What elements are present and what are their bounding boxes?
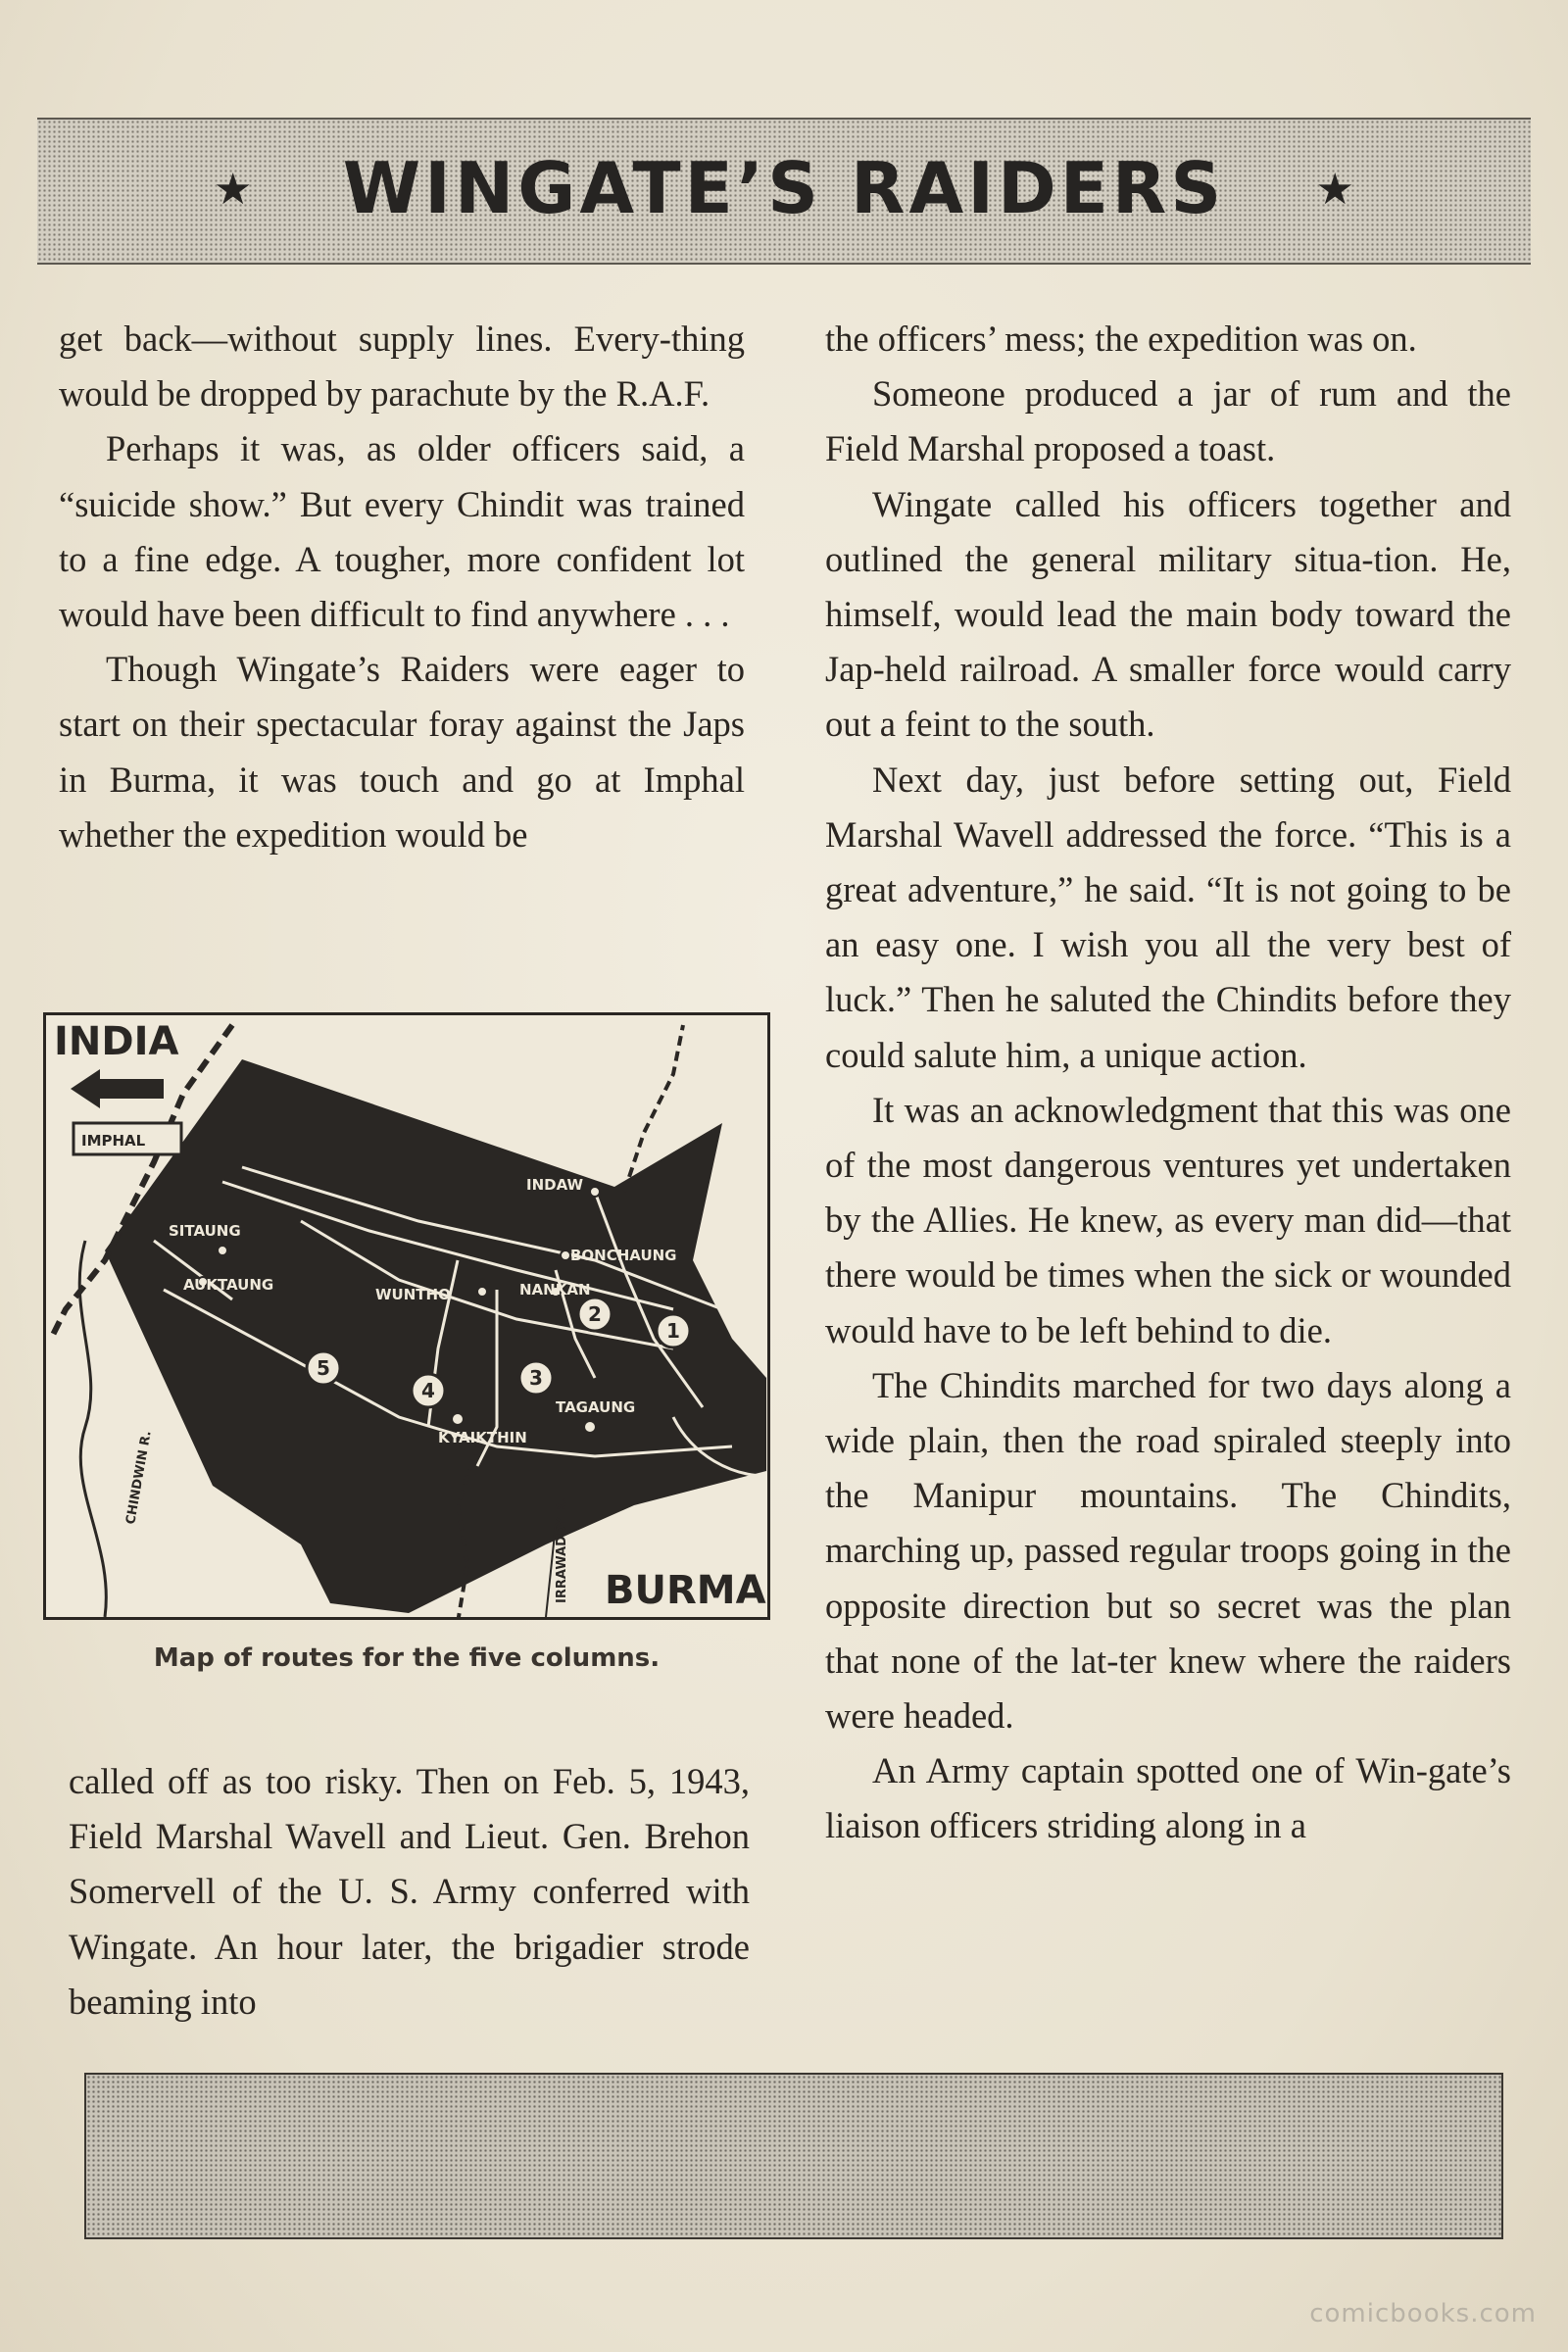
map-shapes <box>51 1025 766 1617</box>
paragraph: It was an acknowledgment that this was one of the most dangerous ventures yet undertaken by the Allies. He knew, as every man did—that there would be times when the sick or wounded would have to be left behind to die. <box>825 1089 1511 1350</box>
map-label-india: INDIA <box>54 1019 179 1064</box>
paragraph: the officers’ mess; the expedition was on. <box>825 318 1417 359</box>
map-label-wuntho: WUNTHO <box>375 1286 451 1303</box>
map-column-number: 3 <box>529 1366 543 1390</box>
map-label-bonchaung: BONCHAUNG <box>570 1247 677 1264</box>
paragraph: Someone produced a jar of rum and the Field Marshal proposed a toast. <box>825 373 1511 469</box>
star-icon: ★ <box>1315 165 1354 215</box>
left-column-top <box>59 312 745 862</box>
map-label-imphal: IMPHAL <box>81 1132 146 1150</box>
paragraph: Though Wingate’s Raiders were eager to start on their spectacular foray against the Japs in Burma, it was touch and go at Imphal whether the expedition would be <box>59 649 745 855</box>
paragraph: Next day, just before setting out, Field Marshal Wavell addressed the force. “This is a great adventure,” he said. “It is not going to be an easy one. I wish you all the very best of luck.” Then he saluted the Chindits before they could salute him, a unique action. <box>825 759 1511 1075</box>
map-column-number: 1 <box>666 1319 680 1343</box>
watermark: comicbooks.com <box>1309 2299 1537 2328</box>
paragraph: An Army captain spotted one of Win-gate’s liaison officers striding along in a <box>825 1750 1511 1846</box>
route-map <box>43 1012 770 1620</box>
paragraph: called off as too risky. Then on Feb. 5, 1943, Field Marshal Wavell and Lieut. Gen. Brehon Somervell of the U. S. Army conferred with Wingate. An hour later, the brigadier strode beaming into <box>69 1761 750 2022</box>
map-label-burma-ry: BURMA RY. <box>583 1044 621 1130</box>
left-column-bottom <box>69 1754 750 2030</box>
map-caption: Map of routes for the five columns. <box>153 1643 661 1673</box>
footer-banner <box>84 2073 1503 2239</box>
title-banner <box>37 118 1531 265</box>
map-label-burma: BURMA <box>605 1568 766 1613</box>
paragraph: Wingate called his officers together and outlined the general military situa-tion. He, himself, would lead the main body toward the Jap-held railroad. A smaller force would carry out a feint to the south. <box>825 483 1511 745</box>
paragraph: Perhaps it was, as older officers said, a “suicide show.” But every Chindit was trained to a fine edge. A tougher, more confident lot would have been difficult to find anywhere . . . <box>59 428 745 635</box>
map-label-chindwin: CHINDWIN R. <box>123 1429 155 1526</box>
map-label-tagaung: TAGAUNG <box>556 1398 636 1416</box>
map-label-indaw: INDAW <box>526 1176 584 1194</box>
map-label-sitaung: SITAUNG <box>169 1222 241 1240</box>
map-label-kyaikthin: KYAIKTHIN <box>438 1429 527 1446</box>
map-label-nankan: NANKAN <box>519 1281 591 1298</box>
right-column <box>825 312 1511 1854</box>
paragraph: get back—without supply lines. Every-thing would be dropped by parachute by the R.A.F. <box>59 318 745 415</box>
map-column-number: 2 <box>588 1302 602 1326</box>
map-label-auktaung: AUKTAUNG <box>183 1276 274 1294</box>
map-label-irrawaddy: IRRAWADDY R. <box>555 1497 569 1603</box>
paragraph: The Chindits marched for two days along a wide plain, then the road spiraled steeply into the Manipur mountains. The Chindits, marching up, passed regular troops going in the opposite direction but so secret was the plan that none of the lat-ter knew where the raiders were headed. <box>825 1364 1511 1737</box>
map-column-number: 4 <box>421 1379 435 1402</box>
page-title: WINGATE’S RAIDERS <box>342 147 1226 229</box>
star-icon: ★ <box>214 165 253 215</box>
map-column-number: 5 <box>317 1356 330 1380</box>
